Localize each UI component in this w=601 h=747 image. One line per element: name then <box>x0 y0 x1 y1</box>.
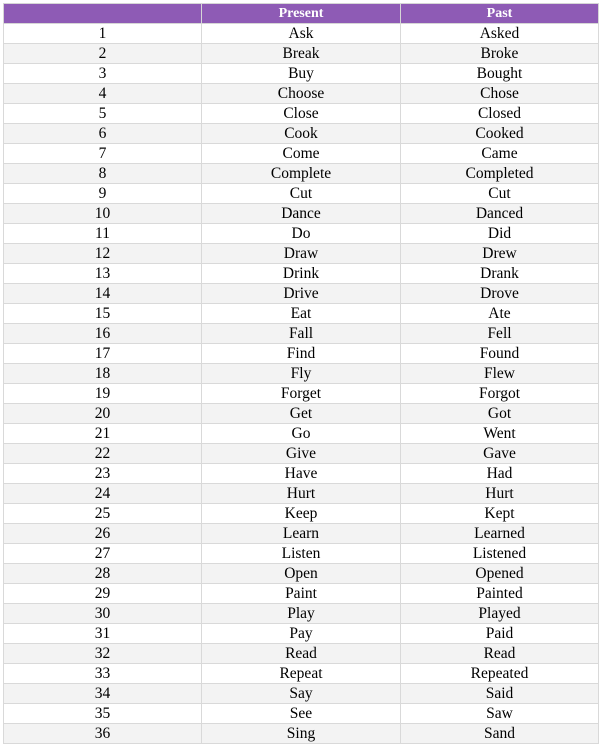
row-number-cell: 35 <box>4 704 202 724</box>
past-verb-cell: Listened <box>401 544 599 564</box>
past-verb-cell: Kept <box>401 504 599 524</box>
present-verb-cell: Open <box>202 564 401 584</box>
past-verb-cell: Gave <box>401 444 599 464</box>
row-number-cell: 6 <box>4 124 202 144</box>
row-number-cell: 26 <box>4 524 202 544</box>
table-row <box>4 384 599 404</box>
table-row <box>4 204 599 224</box>
past-verb-cell: Repeated <box>401 664 599 684</box>
row-number-cell: 15 <box>4 304 202 324</box>
table-row <box>4 264 599 284</box>
row-number-cell: 8 <box>4 164 202 184</box>
table-row <box>4 224 599 244</box>
present-verb-cell: Repeat <box>202 664 401 684</box>
past-verb-cell: Saw <box>401 704 599 724</box>
table-row <box>4 564 599 584</box>
row-number-cell: 25 <box>4 504 202 524</box>
table-row <box>4 24 599 44</box>
past-verb-cell: Completed <box>401 164 599 184</box>
table-row <box>4 684 599 704</box>
present-verb-cell: Read <box>202 644 401 664</box>
present-verb-cell: Get <box>202 404 401 424</box>
table-row <box>4 464 599 484</box>
present-verb-cell: See <box>202 704 401 724</box>
table-row <box>4 544 599 564</box>
past-verb-cell: Cooked <box>401 124 599 144</box>
row-number-cell: 28 <box>4 564 202 584</box>
row-number-cell: 3 <box>4 64 202 84</box>
table-row <box>4 584 599 604</box>
table-row <box>4 404 599 424</box>
past-verb-cell: Found <box>401 344 599 364</box>
header-row <box>4 4 599 24</box>
row-number-cell: 31 <box>4 624 202 644</box>
table-row <box>4 104 599 124</box>
past-verb-cell: Drew <box>401 244 599 264</box>
present-verb-cell: Do <box>202 224 401 244</box>
past-verb-cell: Danced <box>401 204 599 224</box>
table-row <box>4 704 599 724</box>
past-verb-cell: Did <box>401 224 599 244</box>
table-row <box>4 364 599 384</box>
table-row <box>4 144 599 164</box>
present-verb-cell: Drive <box>202 284 401 304</box>
table-row <box>4 484 599 504</box>
present-verb-cell: Eat <box>202 304 401 324</box>
past-verb-cell: Painted <box>401 584 599 604</box>
past-verb-cell: Came <box>401 144 599 164</box>
past-verb-cell: Got <box>401 404 599 424</box>
past-verb-cell: Chose <box>401 84 599 104</box>
table-row <box>4 244 599 264</box>
table-row <box>4 284 599 304</box>
present-verb-cell: Cut <box>202 184 401 204</box>
row-number-cell: 23 <box>4 464 202 484</box>
present-verb-cell: Fly <box>202 364 401 384</box>
row-number-cell: 20 <box>4 404 202 424</box>
present-verb-cell: Dance <box>202 204 401 224</box>
row-number-cell: 7 <box>4 144 202 164</box>
past-verb-cell: Played <box>401 604 599 624</box>
table-row <box>4 504 599 524</box>
row-number-cell: 9 <box>4 184 202 204</box>
present-verb-cell: Break <box>202 44 401 64</box>
table-row <box>4 184 599 204</box>
row-number-cell: 12 <box>4 244 202 264</box>
table-row <box>4 624 599 644</box>
table-row <box>4 724 599 744</box>
present-verb-cell: Listen <box>202 544 401 564</box>
table-row <box>4 44 599 64</box>
past-verb-cell: Bought <box>401 64 599 84</box>
present-verb-cell: Cook <box>202 124 401 144</box>
table-row <box>4 344 599 364</box>
present-verb-cell: Fall <box>202 324 401 344</box>
present-verb-cell: Complete <box>202 164 401 184</box>
present-verb-cell: Come <box>202 144 401 164</box>
past-verb-cell: Read <box>401 644 599 664</box>
table-row <box>4 424 599 444</box>
table-body <box>4 24 599 744</box>
past-verb-cell: Paid <box>401 624 599 644</box>
present-verb-cell: Give <box>202 444 401 464</box>
present-verb-cell: Go <box>202 424 401 444</box>
present-verb-cell: Draw <box>202 244 401 264</box>
row-number-cell: 27 <box>4 544 202 564</box>
present-verb-cell: Choose <box>202 84 401 104</box>
table-row <box>4 664 599 684</box>
header-number <box>4 4 202 24</box>
row-number-cell: 16 <box>4 324 202 344</box>
row-number-cell: 30 <box>4 604 202 624</box>
row-number-cell: 13 <box>4 264 202 284</box>
row-number-cell: 17 <box>4 344 202 364</box>
past-verb-cell: Drank <box>401 264 599 284</box>
present-verb-cell: Find <box>202 344 401 364</box>
past-verb-cell: Cut <box>401 184 599 204</box>
present-verb-cell: Pay <box>202 624 401 644</box>
present-verb-cell: Hurt <box>202 484 401 504</box>
table-row <box>4 164 599 184</box>
present-verb-cell: Ask <box>202 24 401 44</box>
table-row <box>4 604 599 624</box>
past-verb-cell: Fell <box>401 324 599 344</box>
present-verb-cell: Forget <box>202 384 401 404</box>
past-verb-cell: Drove <box>401 284 599 304</box>
past-verb-cell: Forgot <box>401 384 599 404</box>
table-row <box>4 304 599 324</box>
row-number-cell: 29 <box>4 584 202 604</box>
row-number-cell: 21 <box>4 424 202 444</box>
present-verb-cell: Play <box>202 604 401 624</box>
present-verb-cell: Drink <box>202 264 401 284</box>
table-row <box>4 64 599 84</box>
table-row <box>4 644 599 664</box>
row-number-cell: 5 <box>4 104 202 124</box>
row-number-cell: 36 <box>4 724 202 744</box>
row-number-cell: 19 <box>4 384 202 404</box>
table-row <box>4 444 599 464</box>
past-verb-cell: Closed <box>401 104 599 124</box>
row-number-cell: 10 <box>4 204 202 224</box>
past-verb-cell: Said <box>401 684 599 704</box>
past-verb-cell: Broke <box>401 44 599 64</box>
present-verb-cell: Close <box>202 104 401 124</box>
past-verb-cell: Hurt <box>401 484 599 504</box>
row-number-cell: 2 <box>4 44 202 64</box>
past-verb-cell: Opened <box>401 564 599 584</box>
past-verb-cell: Went <box>401 424 599 444</box>
row-number-cell: 4 <box>4 84 202 104</box>
table-row <box>4 324 599 344</box>
row-number-cell: 18 <box>4 364 202 384</box>
present-verb-cell: Have <box>202 464 401 484</box>
present-verb-cell: Sing <box>202 724 401 744</box>
row-number-cell: 11 <box>4 224 202 244</box>
row-number-cell: 1 <box>4 24 202 44</box>
header-present: Present <box>202 4 401 24</box>
row-number-cell: 33 <box>4 664 202 684</box>
header-past: Past <box>401 4 599 24</box>
table-row <box>4 124 599 144</box>
present-verb-cell: Paint <box>202 584 401 604</box>
verb-tense-table <box>3 3 599 744</box>
present-verb-cell: Say <box>202 684 401 704</box>
row-number-cell: 24 <box>4 484 202 504</box>
past-verb-cell: Learned <box>401 524 599 544</box>
table-row <box>4 84 599 104</box>
table-row <box>4 524 599 544</box>
past-verb-cell: Asked <box>401 24 599 44</box>
row-number-cell: 34 <box>4 684 202 704</box>
row-number-cell: 22 <box>4 444 202 464</box>
present-verb-cell: Keep <box>202 504 401 524</box>
present-verb-cell: Buy <box>202 64 401 84</box>
row-number-cell: 32 <box>4 644 202 664</box>
past-verb-cell: Ate <box>401 304 599 324</box>
past-verb-cell: Flew <box>401 364 599 384</box>
present-verb-cell: Learn <box>202 524 401 544</box>
past-verb-cell: Sand <box>401 724 599 744</box>
past-verb-cell: Had <box>401 464 599 484</box>
row-number-cell: 14 <box>4 284 202 304</box>
